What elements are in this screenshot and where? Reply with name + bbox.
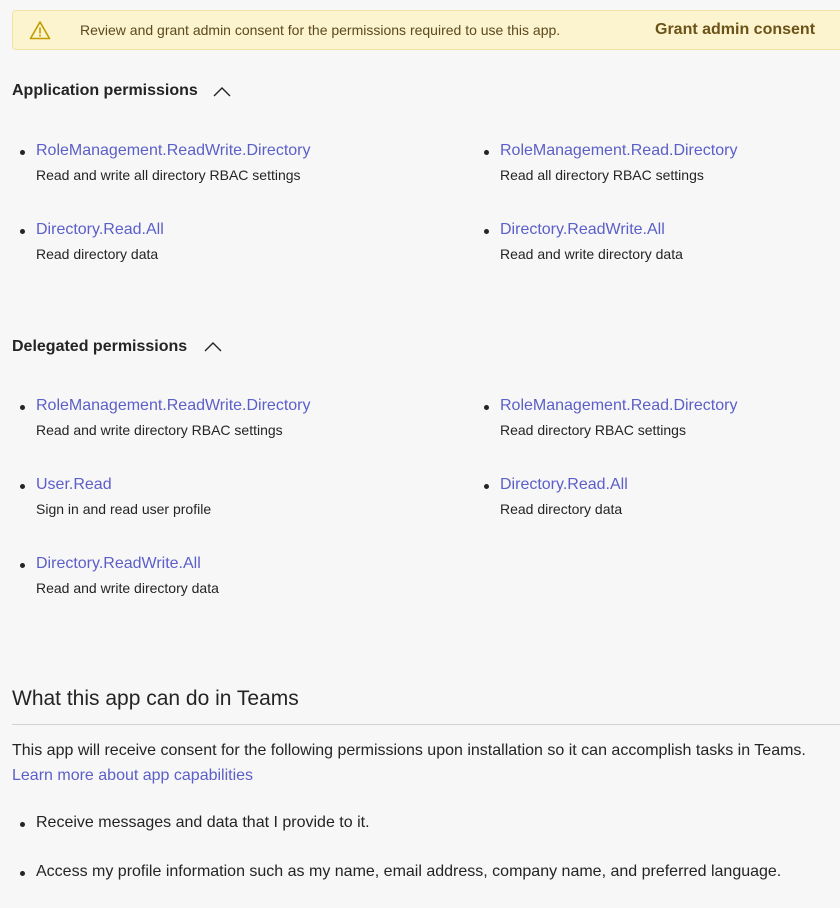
bullet	[484, 484, 489, 489]
application-permissions-heading: Application permissions	[12, 82, 198, 99]
permission-description: Read and write directory data	[500, 246, 683, 262]
permission-description: Read and write directory RBAC settings	[36, 422, 283, 438]
permission-link[interactable]: RoleManagement.ReadWrite.Directory	[36, 142, 311, 159]
permission-link[interactable]: Directory.Read.All	[500, 476, 628, 493]
bullet	[20, 150, 25, 155]
chevron-up-icon[interactable]	[203, 341, 223, 353]
bullet	[20, 405, 25, 410]
banner-message: Review and grant admin consent for the permissions required to use this app.	[80, 22, 561, 38]
capability-text: Access my profile information such as my name, email address, company name, and preferred language.	[36, 863, 782, 880]
delegated-permission-item	[20, 555, 440, 599]
application-permission-item	[484, 142, 840, 186]
capability-text: Receive messages and data that I provide to it.	[36, 814, 370, 831]
teams-section-intro	[12, 738, 827, 788]
intro-text: This app will receive consent for the following permissions upon installation so it can accomplish tasks in Teams.	[12, 742, 806, 759]
divider	[12, 724, 840, 725]
permission-description: Read and write all directory RBAC settings	[36, 167, 301, 183]
permission-link[interactable]: RoleManagement.ReadWrite.Directory	[36, 397, 311, 414]
permission-description: Read directory data	[500, 501, 623, 517]
chevron-up-icon[interactable]	[212, 86, 232, 98]
delegated-permissions-heading: Delegated permissions	[12, 338, 188, 355]
permission-description: Read directory RBAC settings	[500, 422, 686, 438]
delegated-permission-item	[20, 476, 440, 520]
delegated-permission-item	[484, 476, 840, 520]
permission-description: Read and write directory data	[36, 580, 219, 596]
delegated-permission-item	[20, 397, 440, 441]
permission-link[interactable]: Directory.Read.All	[36, 221, 164, 238]
permission-link[interactable]: User.Read	[36, 476, 112, 493]
grant-admin-consent-button[interactable]: Grant admin consent	[655, 21, 816, 38]
bullet	[20, 484, 25, 489]
learn-more-link[interactable]: Learn more about app capabilities	[12, 767, 254, 784]
permission-description: Read all directory RBAC settings	[500, 167, 704, 183]
bullet	[20, 871, 25, 876]
warning-triangle-icon	[29, 20, 51, 40]
application-permission-item	[484, 221, 840, 265]
permission-link[interactable]: Directory.ReadWrite.All	[500, 221, 665, 238]
permission-link[interactable]: RoleManagement.Read.Directory	[500, 397, 738, 414]
permission-link[interactable]: Directory.ReadWrite.All	[36, 555, 201, 572]
application-permission-item	[20, 221, 440, 265]
permission-description: Sign in and read user profile	[36, 501, 212, 517]
teams-section-title: What this app can do in Teams	[12, 687, 299, 710]
permission-description: Read directory data	[36, 246, 159, 262]
bullet	[20, 822, 25, 827]
bullet	[484, 405, 489, 410]
bullet	[20, 563, 25, 568]
bullet	[20, 229, 25, 234]
delegated-permission-item	[484, 397, 840, 441]
bullet	[484, 150, 489, 155]
consent-banner	[12, 10, 840, 50]
bullet	[484, 229, 489, 234]
application-permission-item	[20, 142, 440, 186]
permission-link[interactable]: RoleManagement.Read.Directory	[500, 142, 738, 159]
